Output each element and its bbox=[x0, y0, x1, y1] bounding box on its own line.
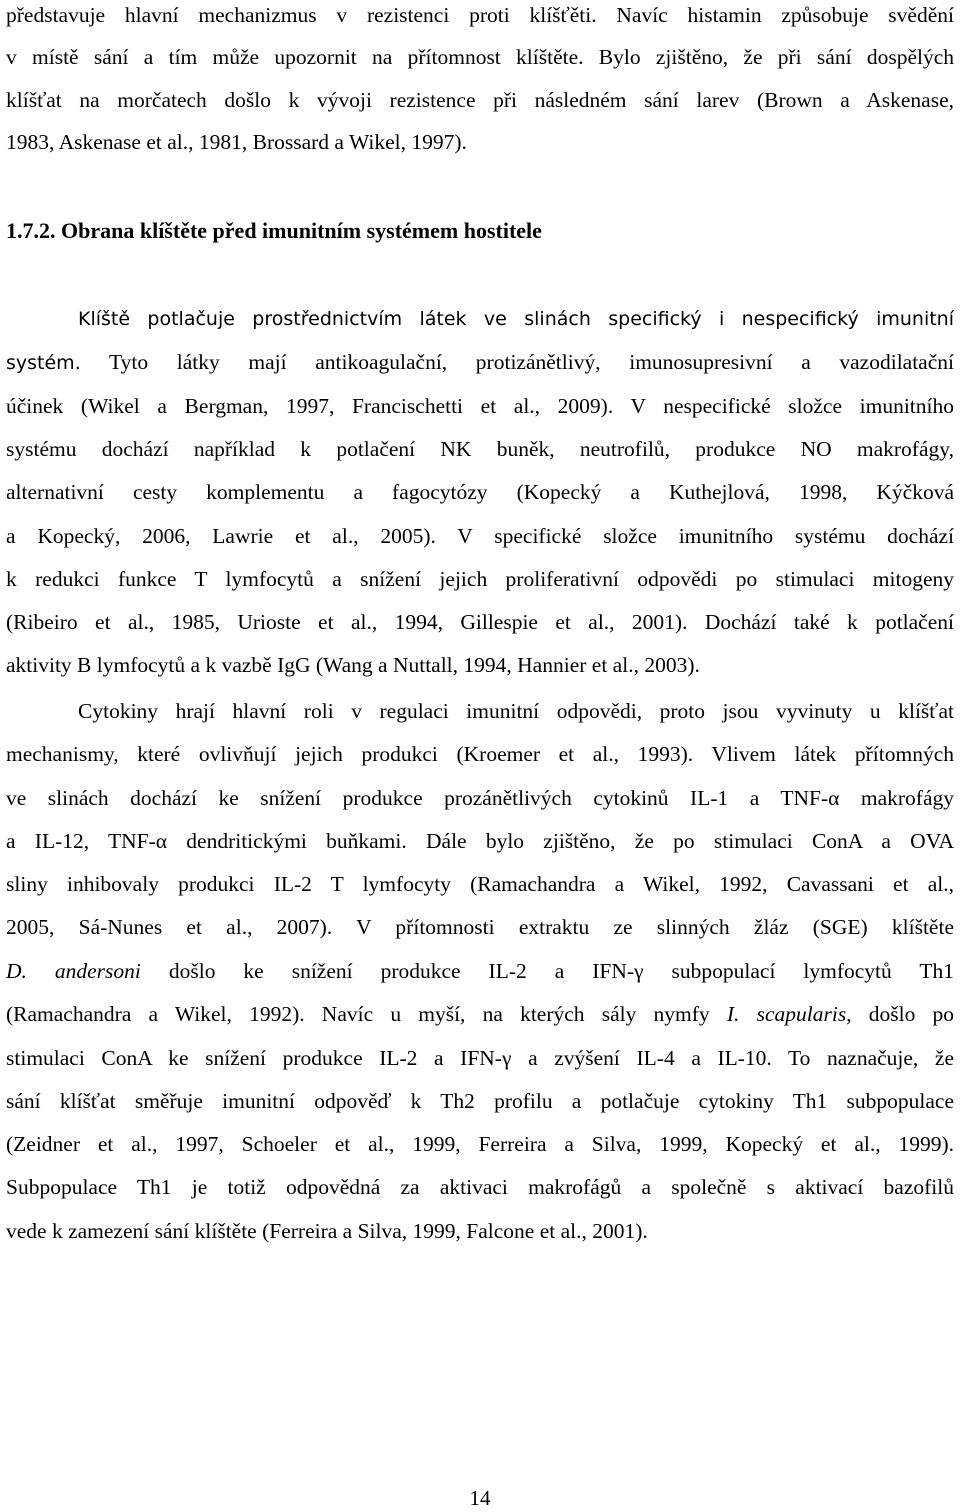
section-heading: 1.7.2. Obrana klíštěte před imunitním systémem hostitele bbox=[6, 218, 542, 243]
paragraph2-line-5: sliny inhibovaly produkci IL-2 T lymfocyty (Ramachandra a Wikel, 1992, Cavassani et al., bbox=[6, 872, 954, 896]
paragraph1-line-4: systému dochází například k potlačení NK buněk, neutrofilů, produkce NO makrofágy, bbox=[6, 437, 954, 461]
paragraph2-line-8 bbox=[6, 999, 954, 1029]
paragraph1-line-7: k redukci funkce T lymfocytů a snížení jejich proliferativní odpovědi po stimulaci mitogeny bbox=[6, 567, 954, 591]
species-name-d-andersoni: D. andersoni bbox=[6, 959, 141, 983]
paragraph1-line-9: aktivity B lymfocytů a k vazbě IgG (Wang a Nuttall, 1994, Hannier et al., 2003). bbox=[6, 653, 700, 677]
intro-line-1: představuje hlavní mechanizmus v rezistenci proti klíšťěti. Navíc histamin způsobuje svědění bbox=[6, 3, 954, 27]
paragraph2-line-3: ve slinách dochází ke snížení produkce prozánětlivých cytokinů IL-1 a TNF-α makrofágy bbox=[6, 786, 954, 810]
intro-line-2: v místě sání a tím může upozornit na přítomnost klíštěte. Bylo zjištěno, že při sání dospělých bbox=[6, 45, 954, 69]
paragraph2-line-12: Subpopulace Th1 je totiž odpovědná za aktivaci makrofágů a společně s aktivací bazofilů bbox=[6, 1175, 954, 1199]
paragraph2-line-13: vede k zamezení sání klíštěte (Ferreira a Silva, 1999, Falcone et al., 2001). bbox=[6, 1219, 648, 1243]
paragraph2-line-2: mechanismy, které ovlivňují jejich produkci (Kroemer et al., 1993). Vlivem látek přítomných bbox=[6, 742, 954, 766]
paragraph1-line-8: (Ribeiro et al., 1985, Urioste et al., 1994, Gillespie et al., 2001). Dochází také k potlačení bbox=[6, 610, 954, 634]
paragraph2-line-9: stimulaci ConA ke snížení produkce IL-2 a IFN-γ a zvýšení IL-4 a IL-10. To naznačuje, že bbox=[6, 1046, 954, 1070]
paragraph2-line-11: (Zeidner et al., 1997, Schoeler et al., 1999, Ferreira a Silva, 1999, Kopecký et al., 1999). bbox=[6, 1132, 954, 1156]
paragraph2-line-6: 2005, Sá-Nunes et al., 2007). V přítomnosti extraktu ze slinných žláz (SGE) klíštěte bbox=[6, 915, 954, 939]
intro-line-3: klíšťat na morčatech došlo k vývoji rezistence při následném sání larev (Brown a Askenase, bbox=[6, 88, 954, 112]
paragraph1-line-2 bbox=[6, 347, 954, 378]
paragraph2-line-1: Cytokiny hrají hlavní roli v regulaci imunitní odpovědi, proto jsou vyvinuty u klíšťat bbox=[78, 699, 954, 723]
paragraph1-line-2-start: systém. bbox=[6, 352, 81, 374]
page-number: 14 bbox=[469, 1486, 491, 1510]
paragraph2-line-10: sání klíšťat směřuje imunitní odpověď k Th2 profilu a potlačuje cytokiny Th1 subpopulace bbox=[6, 1089, 954, 1113]
paragraph2-line-4: a IL-12, TNF-α dendritickými buňkami. Dále bylo zjištěno, že po stimulaci ConA a OVA bbox=[6, 829, 954, 853]
paragraph1-line-5: alternativní cesty komplementu a fagocytózy (Kopecký a Kuthejlová, 1998, Kýčková bbox=[6, 480, 954, 504]
paragraph1-line-2-rest: Tyto látky mají antikoagulační, protizánětlivý, imunosupresivní a vazodilatační bbox=[80, 350, 954, 374]
paragraph1-line-1: Klíště potlačuje prostřednictvím látek ve slinách specifický i nespecifický imunitní bbox=[78, 308, 954, 330]
paragraph2-line-8-start: (Ramachandra a Wikel, 1992). Navíc u myší, na kterých sály nymfy bbox=[6, 1002, 727, 1026]
paragraph2-line-8-end: , došlo po bbox=[846, 1002, 955, 1026]
paragraph1-line-3: účinek (Wikel a Bergman, 1997, Francischetti et al., 2009). V nespecifické složce imunitního bbox=[6, 394, 954, 418]
species-name-i-scapularis: I. scapularis bbox=[726, 1002, 847, 1026]
paragraph1-line-6: a Kopecký, 2006, Lawrie et al., 2005). V specifické složce imunitního systému dochází bbox=[6, 524, 954, 548]
paragraph2-line-7-rest: došlo ke snížení produkce IL-2 a IFN-γ subpopulací lymfocytů Th1 bbox=[140, 959, 955, 983]
intro-line-4: 1983, Askenase et al., 1981, Brossard a Wikel, 1997). bbox=[6, 130, 467, 154]
paragraph2-line-7 bbox=[6, 956, 954, 986]
